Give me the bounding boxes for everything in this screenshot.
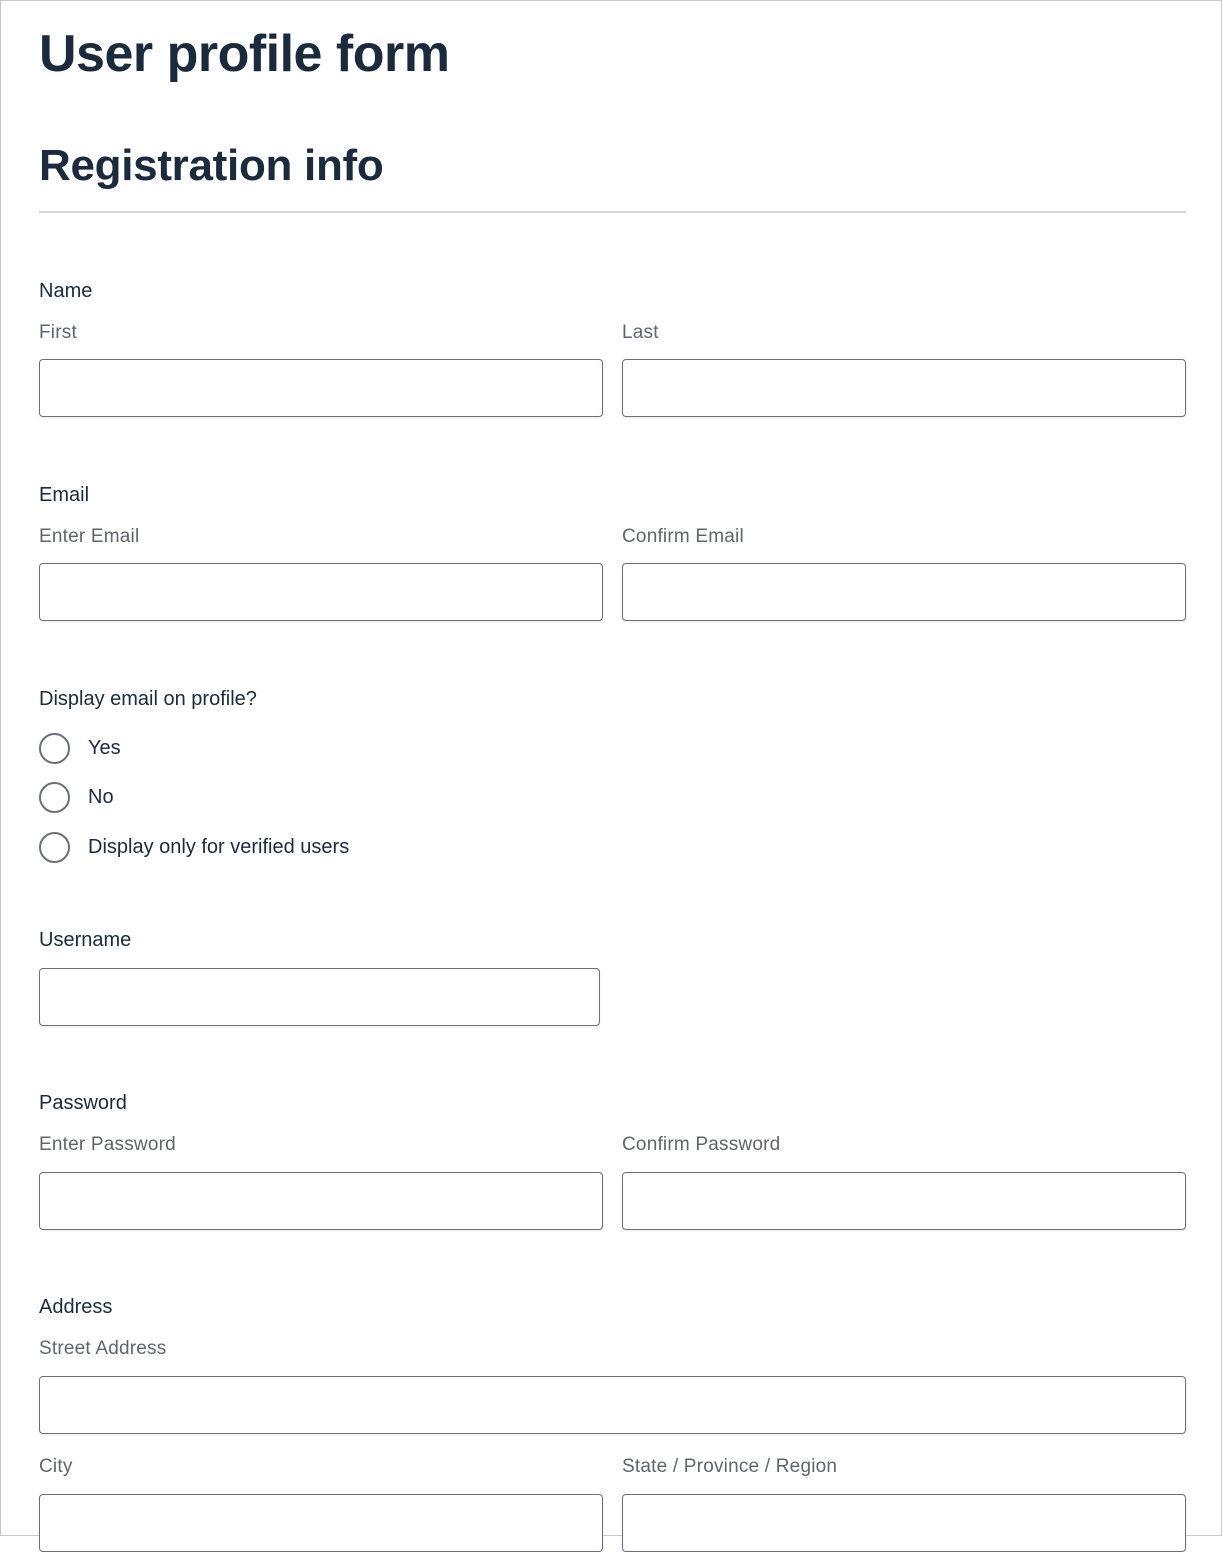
enter-email-sublabel: Enter Email (39, 526, 140, 547)
username-input[interactable] (39, 968, 600, 1026)
radio-yes-label[interactable]: Yes (88, 737, 121, 759)
city-sublabel: City (39, 1456, 73, 1477)
city-input[interactable] (39, 1494, 603, 1552)
section-divider (39, 211, 1186, 213)
display-email-label: Display email on profile? (39, 688, 257, 710)
first-name-input[interactable] (39, 359, 603, 417)
confirm-password-input[interactable] (622, 1172, 1186, 1230)
confirm-email-input[interactable] (622, 563, 1186, 621)
state-input[interactable] (622, 1494, 1186, 1552)
enter-password-sublabel: Enter Password (39, 1134, 176, 1155)
street-address-input[interactable] (39, 1376, 1186, 1434)
first-name-sublabel: First (39, 322, 77, 343)
radio-no[interactable] (39, 782, 70, 813)
email-label: Email (39, 484, 90, 506)
last-name-sublabel: Last (622, 322, 659, 343)
name-label: Name (39, 280, 93, 302)
email-input[interactable] (39, 563, 603, 621)
radio-verified-only-label[interactable]: Display only for verified users (88, 836, 350, 858)
confirm-password-sublabel: Confirm Password (622, 1134, 781, 1155)
radio-no-label[interactable]: No (88, 786, 114, 808)
last-name-input[interactable] (622, 359, 1186, 417)
street-address-sublabel: Street Address (39, 1338, 167, 1359)
page-title: User profile form (39, 25, 450, 83)
state-sublabel: State / Province / Region (622, 1456, 838, 1477)
password-label: Password (39, 1092, 127, 1114)
radio-verified-only[interactable] (39, 832, 70, 863)
section-title: Registration info (39, 141, 384, 190)
confirm-email-sublabel: Confirm Email (622, 526, 744, 547)
address-label: Address (39, 1296, 113, 1318)
radio-yes[interactable] (39, 733, 70, 764)
password-input[interactable] (39, 1172, 603, 1230)
username-label: Username (39, 929, 132, 951)
